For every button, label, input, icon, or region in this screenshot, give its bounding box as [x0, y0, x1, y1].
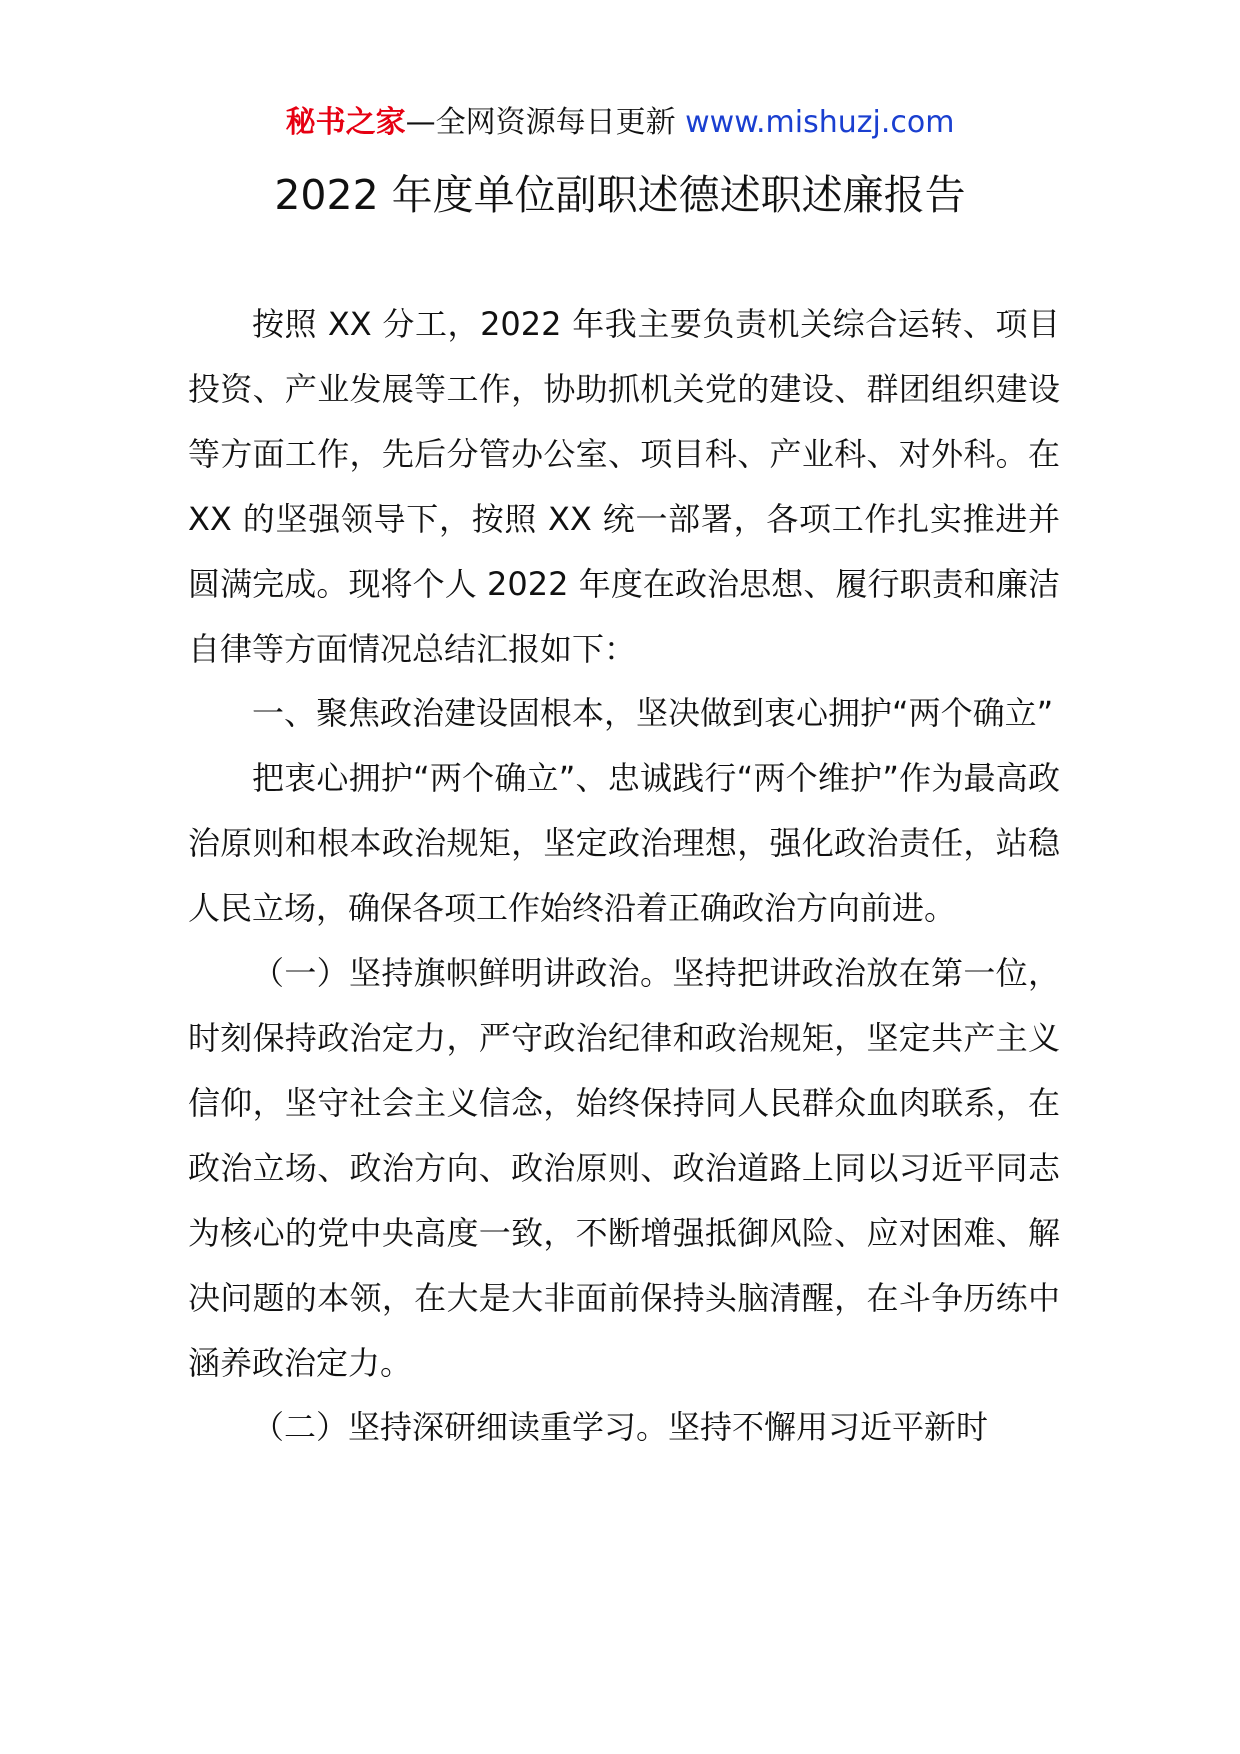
brand-slogan: —全网资源每日更新 [405, 105, 686, 140]
paragraph-intro: 按照 XX 分工，2022 年我主要负责机关综合运转、项目投资、产业发展等工作，协助抓机关党的建设、群团组织建设等方面工作，先后分管办公室、项目科、产业科、对外科。在 XX 的坚强领导下，按照 XX 统一部署，各项工作扎实推进并圆满完成。现将个人 2022 年度在政治思想、履行职责和廉洁自律等方面情况总结汇报如下： [188, 305, 1060, 668]
paragraph-section-1-summary: 把衷心拥护“两个确立”、忠诚践行“两个维护”作为最高政治原则和根本政治规矩，坚定政治理想，强化政治责任，站稳人民立场，确保各项工作始终沿着正确政治方向前进。 [188, 759, 1060, 928]
brand-name: 秘书之家 [285, 105, 406, 140]
document-title: 2022 年度单位副职述德述职述廉报告 [274, 171, 966, 219]
paragraph-subsection-1: （一）坚持旗帜鲜明讲政治。坚持把讲政治放在第一位，时刻保持政治定力，严守政治纪律和政治规矩，坚定共产主义信仰，坚守社会主义信念，始终保持同人民群众血肉联系，在政治立场、政治方向、政治原则、政治道路上同以习近平同志为核心的党中央高度一致，不断增强抵御风险、应对困难、解决问题的本领，在大是大非面前保持头脑清醒，在斗争历练中涵养政治定力。 [188, 954, 1060, 1382]
section-heading-1: 一、聚焦政治建设固根本，坚决做到衷心拥护“两个确立” [252, 694, 1054, 733]
site-url: www.mishuzj.com [685, 105, 955, 140]
watermark-header [0, 103, 1240, 143]
document-body [188, 292, 1060, 1460]
paragraph-subsection-2: （二）坚持深研细读重学习。坚持不懈用习近平新时 [252, 1408, 989, 1447]
